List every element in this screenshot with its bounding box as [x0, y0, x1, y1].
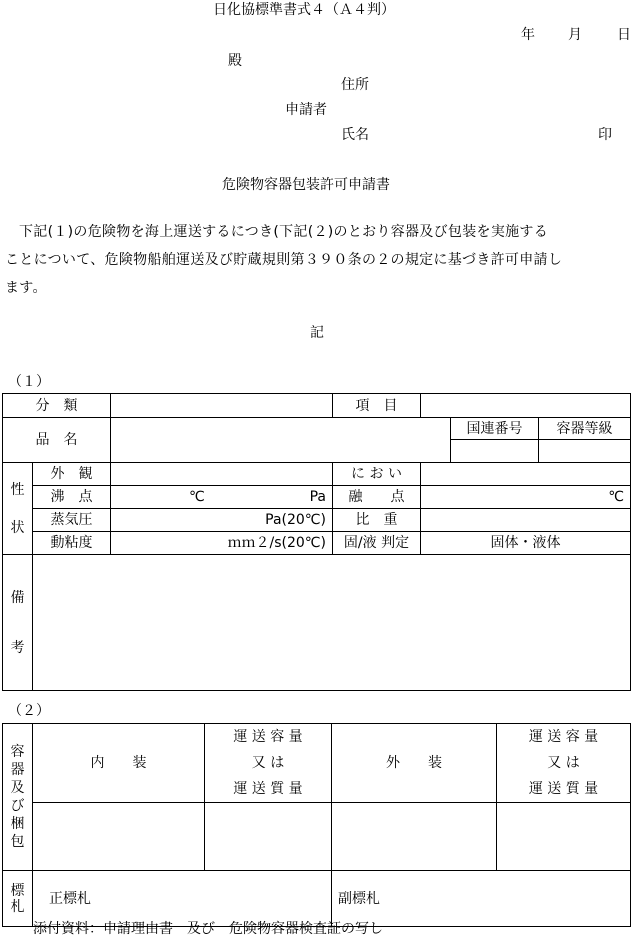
packaging-char-2: 器 — [10, 762, 25, 778]
item-label: 項 目 — [333, 394, 421, 418]
specific-gravity-label: 比 重 — [333, 509, 421, 532]
container-grade-value[interactable] — [539, 440, 631, 463]
outer-qty-line-3: 運 送 質 量 — [528, 781, 599, 797]
melting-point-label: 融 点 — [333, 486, 421, 509]
packaging-label — [3, 724, 33, 871]
classification-label: 分 類 — [3, 394, 111, 418]
remarks-char-2: 考 — [10, 639, 25, 656]
inner-qty-line-1: 運 送 容 量 — [233, 729, 303, 745]
sub-label-cell[interactable] — [332, 871, 631, 927]
document-title: 危険物容器包装許可申請書 — [222, 177, 390, 193]
addressee-suffix: 殿 — [228, 53, 242, 69]
substance-table — [2, 393, 631, 691]
melting-unit: ℃ — [608, 489, 625, 505]
properties-char-2: 状 — [10, 519, 25, 536]
outer-transport-qty-label — [497, 724, 631, 803]
name-label: 氏名 — [341, 127, 369, 143]
un-number-value[interactable] — [451, 440, 539, 463]
primary-label-text: 正標札 — [49, 890, 91, 907]
sub-label-text: 副標札 — [338, 890, 380, 907]
vapor-pressure-value[interactable] — [111, 509, 333, 532]
boiling-point-label: 沸 点 — [33, 486, 111, 509]
classification-value[interactable] — [111, 394, 333, 418]
specific-gravity-value[interactable] — [421, 509, 631, 532]
packaging-char-3: 及 — [10, 780, 25, 796]
primary-label-cell[interactable] — [33, 871, 332, 927]
product-name-value[interactable] — [111, 418, 451, 463]
properties-label — [3, 463, 33, 555]
remarks-label — [3, 555, 33, 691]
inner-packaging-label: 内 装 — [33, 724, 205, 803]
date-month-label: 月 — [568, 27, 582, 43]
vapor-pressure-label: 蒸気圧 — [33, 509, 111, 532]
remarks-value[interactable] — [33, 555, 631, 691]
seal-mark: 印 — [598, 127, 612, 143]
boiling-unit-pa: Pa — [309, 489, 326, 505]
date-year-label: 年 — [521, 27, 535, 43]
body-line-2: ことについて、危険物船舶運送及び貯蔵規則第３９０条の２の規定に基づき許可申請し — [5, 252, 563, 268]
outer-transport-qty-value[interactable] — [497, 803, 631, 871]
inner-packaging-value[interactable] — [33, 803, 205, 871]
inner-qty-line-3: 運 送 質 量 — [233, 781, 303, 797]
solid-liquid-label: 固/液 判定 — [333, 532, 421, 555]
packaging-char-4: び — [10, 798, 25, 814]
appearance-label: 外 観 — [33, 463, 111, 486]
outer-qty-line-2: 又 は — [547, 755, 580, 771]
boiling-point-value[interactable] — [111, 486, 333, 509]
odor-label: に お い — [333, 463, 421, 486]
boiling-unit-c: ℃ — [189, 489, 205, 505]
address-label: 住所 — [341, 77, 369, 93]
solid-liquid-value[interactable]: 固体・液体 — [421, 532, 631, 555]
packaging-table — [2, 723, 631, 927]
section2-label: （２） — [8, 703, 50, 719]
appearance-value[interactable] — [111, 463, 333, 486]
date-day-label: 日 — [617, 27, 631, 43]
packaging-char-1: 容 — [10, 744, 25, 760]
applicant-label: 申請者 — [285, 102, 327, 118]
odor-value[interactable] — [421, 463, 631, 486]
melting-point-value[interactable] — [421, 486, 631, 509]
viscosity-unit: ｍｍ２/s(20℃) — [227, 535, 326, 551]
item-value[interactable] — [421, 394, 631, 418]
properties-char-1: 性 — [10, 481, 25, 498]
viscosity-value[interactable] — [111, 532, 333, 555]
outer-packaging-label: 外 装 — [332, 724, 497, 803]
section1-label: （１） — [8, 374, 50, 390]
container-grade-label: 容器等級 — [539, 418, 631, 440]
inner-qty-line-2: 又 は — [251, 755, 285, 771]
viscosity-label: 動粘度 — [33, 532, 111, 555]
packaging-char-6: 包 — [10, 834, 25, 850]
un-number-label: 国連番号 — [451, 418, 539, 440]
attachments-note: 添付資料：申請理由書 及び 危険物容器検査証の写し — [33, 921, 383, 937]
remarks-char-1: 備 — [10, 589, 25, 606]
packaging-char-5: 梱 — [10, 816, 25, 832]
labels-char-1: 標 — [10, 882, 25, 899]
outer-qty-line-1: 運 送 容 量 — [528, 729, 599, 745]
body-line-3: ます。 — [5, 280, 47, 296]
body-paragraph — [5, 218, 630, 302]
inner-transport-qty-value[interactable] — [205, 803, 332, 871]
labels-char-2: 札 — [10, 898, 25, 915]
vapor-unit: Pa(20℃) — [265, 512, 326, 528]
ki-marker: 記 — [310, 325, 324, 341]
form-number: 日化協標準書式４（Ａ４判） — [213, 2, 395, 18]
outer-packaging-value[interactable] — [332, 803, 497, 871]
labels-label — [3, 871, 33, 927]
product-name-label: 品 名 — [3, 418, 111, 463]
body-line-1: 下記(１)の危険物を海上運送するにつき(下記(２)のとおり容器及び包装を実施する — [19, 224, 549, 240]
inner-transport-qty-label — [205, 724, 332, 803]
